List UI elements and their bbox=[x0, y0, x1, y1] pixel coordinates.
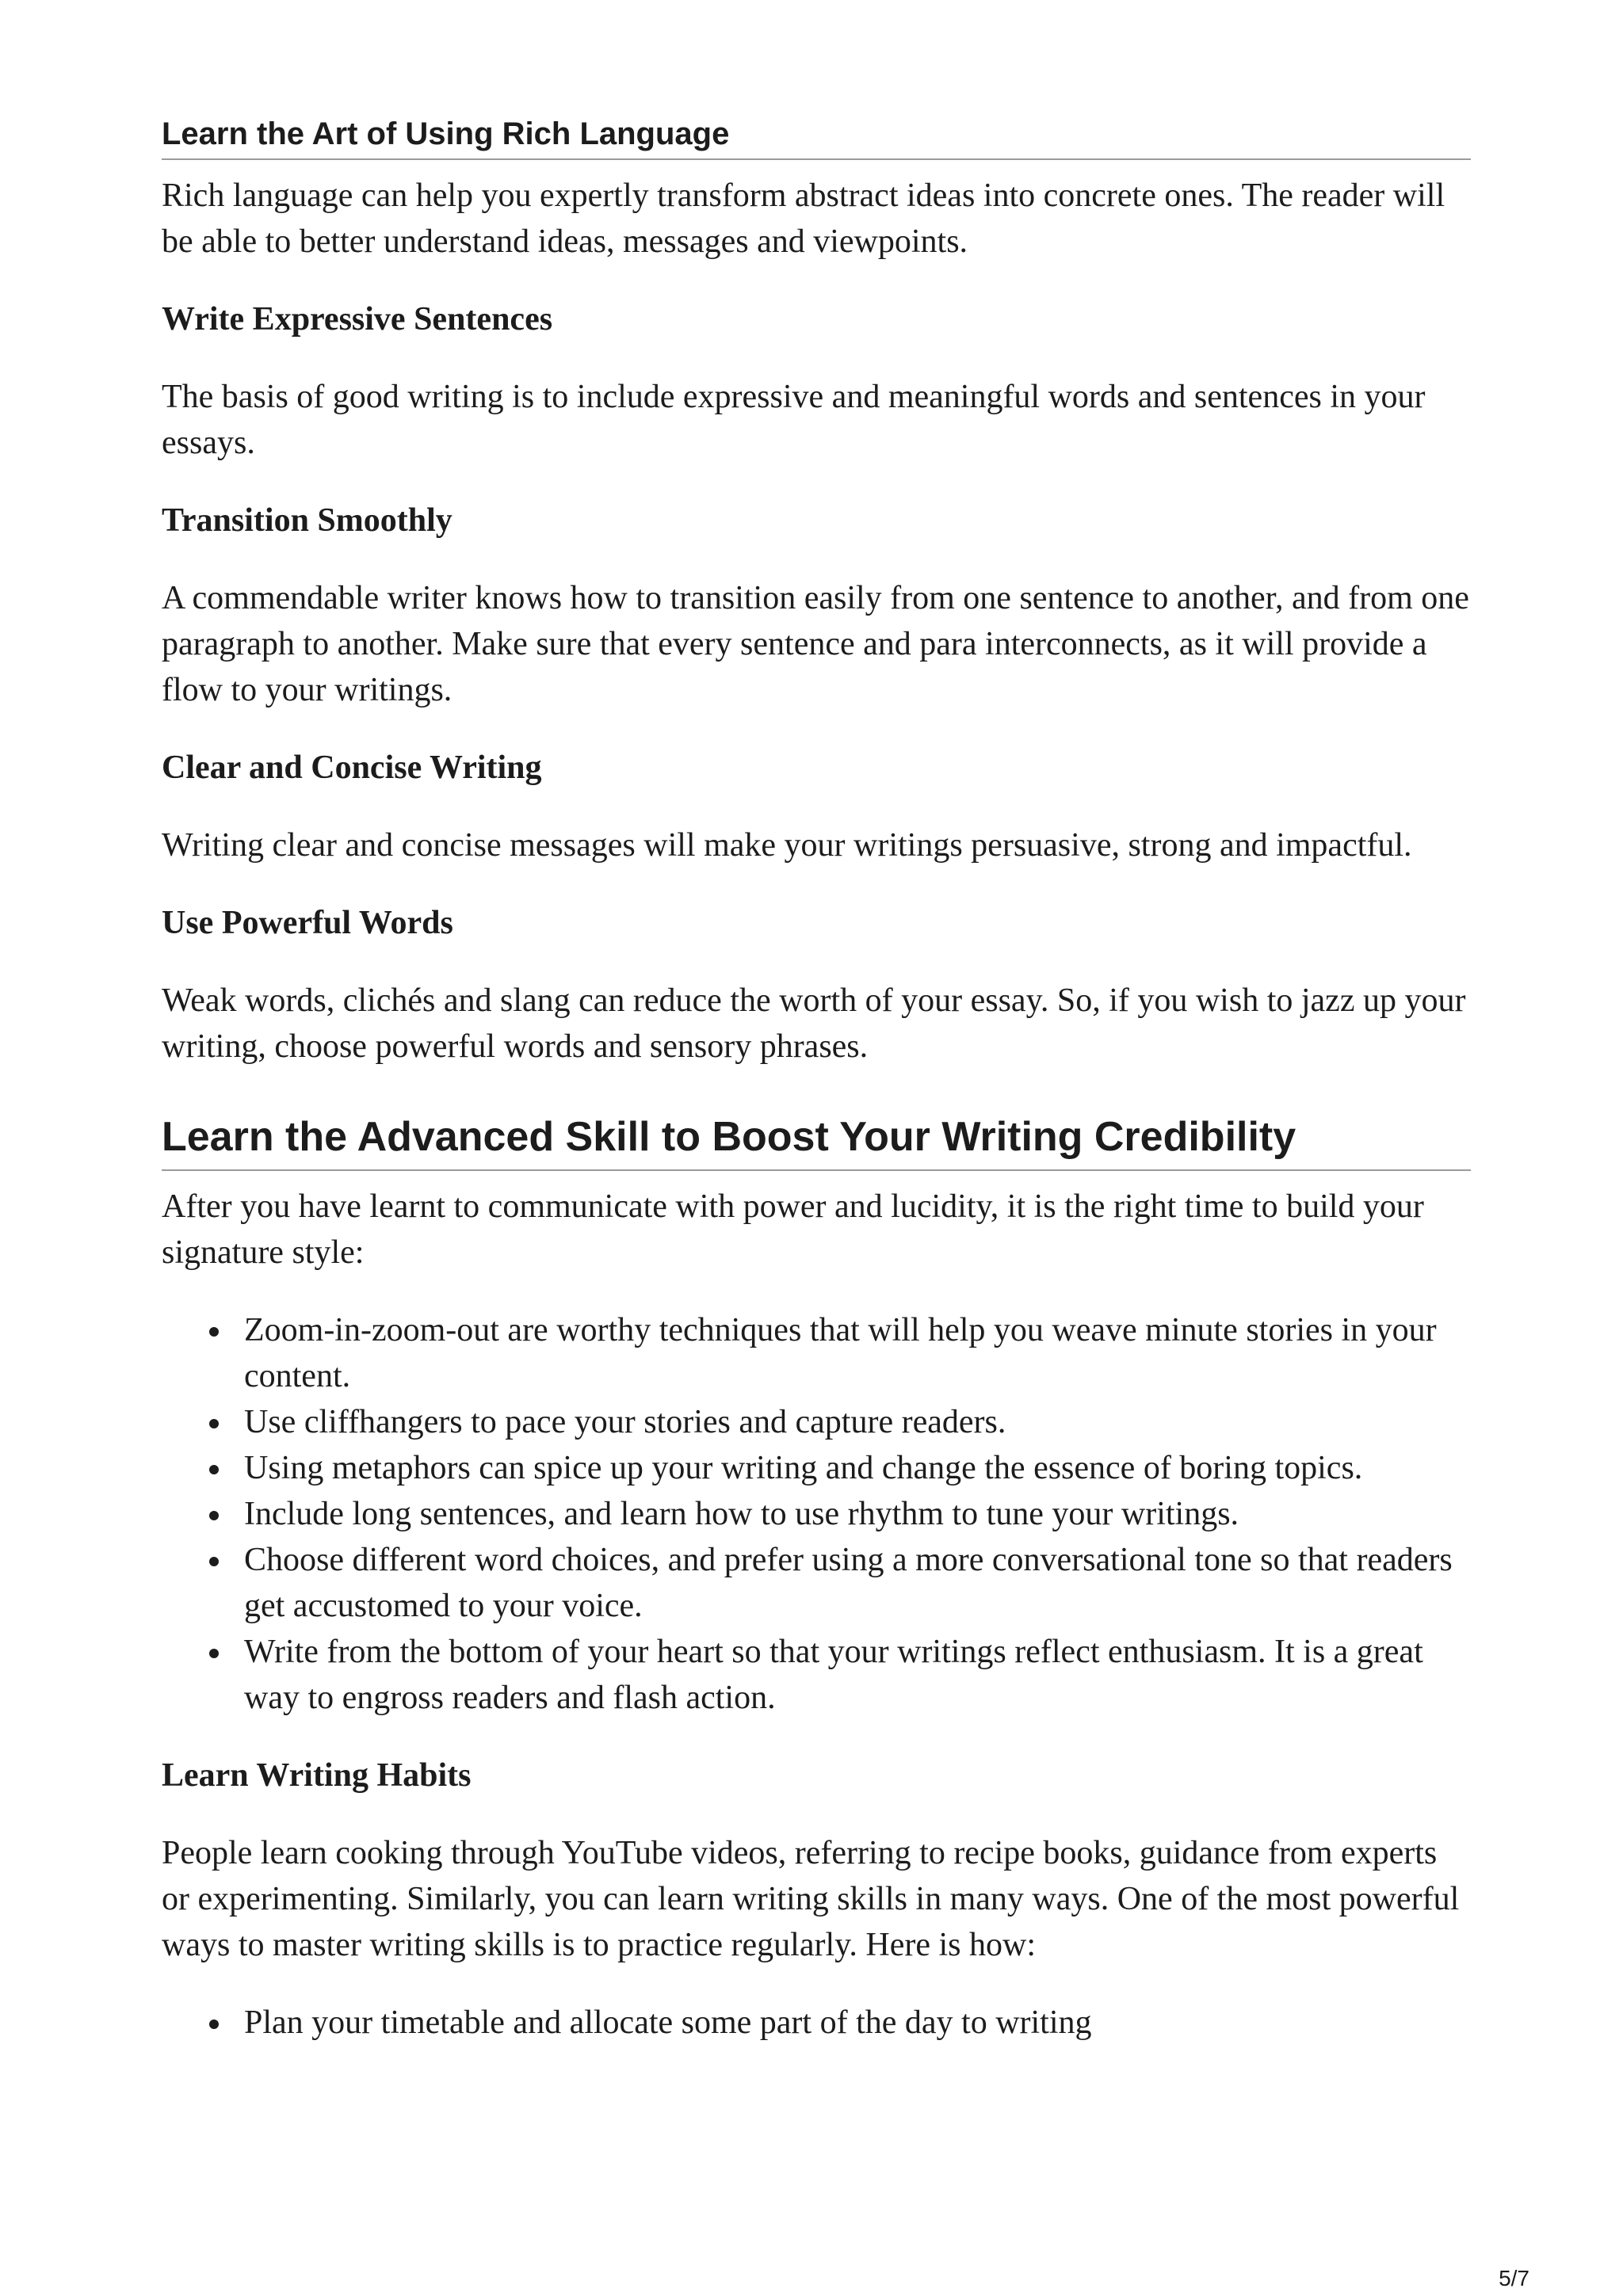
subsection-text: Writing clear and concise messages will make your writings persuasive, strong and impactful. bbox=[162, 827, 1412, 864]
subsection-title: Learn Writing Habits bbox=[162, 1757, 472, 1794]
section-heading: Learn the Advanced Skill to Boost Your Writing Credibility bbox=[162, 1112, 1471, 1171]
subsection-text: The basis of good writing is to include expressive and meaningful words and sentences in your essays. bbox=[162, 379, 1426, 461]
subsection-title: Use Powerful Words bbox=[162, 905, 453, 941]
bullet-item: Zoom-in-zoom-out are worthy techniques that will help you weave minute stories in your content. bbox=[244, 1307, 1471, 1399]
bullet-item: Use cliffhangers to pace your stories and capture readers. bbox=[244, 1399, 1471, 1445]
bullet-list bbox=[162, 1307, 1471, 1721]
bullet-item: Using metaphors can spice up your writing and change the essence of boring topics. bbox=[244, 1445, 1471, 1491]
bullet-list bbox=[162, 2000, 1471, 2046]
subsection-text: People learn cooking through YouTube videos, referring to recipe books, guidance from experts or experimenting. Similarly, you can learn writing skills in many ways. One of the most powerful ways to master writing skills is to practice regularly. Here is how: bbox=[162, 1835, 1460, 1963]
bullet-item: Write from the bottom of your heart so that your writings reflect enthusiasm. It is a great way to engross readers and flash action. bbox=[244, 1629, 1471, 1721]
page-number: 5/7 bbox=[1499, 2266, 1529, 2290]
bullet-item: Plan your timetable and allocate some part of the day to writing bbox=[244, 2000, 1471, 2046]
section-intro: Rich language can help you expertly transform abstract ideas into concrete ones. The reader will be able to better understand ideas, messages and viewpoints. bbox=[162, 177, 1445, 260]
subsection-text: Weak words, clichés and slang can reduce the worth of your essay. So, if you wish to jazz up your writing, choose powerful words and sensory phrases. bbox=[162, 982, 1466, 1065]
subsection-title: Transition Smoothly bbox=[162, 502, 453, 539]
section-intro: After you have learnt to communicate with power and lucidity, it is the right time to build your signature style: bbox=[162, 1188, 1424, 1271]
subsection-title: Clear and Concise Writing bbox=[162, 749, 542, 786]
document-page bbox=[162, 0, 1471, 2046]
section-heading: Learn the Art of Using Rich Language bbox=[162, 114, 1471, 160]
bullet-item: Include long sentences, and learn how to use rhythm to tune your writings. bbox=[244, 1491, 1471, 1537]
subsection-text: A commendable writer knows how to transition easily from one sentence to another, and from one paragraph to another. Make sure that every sentence and para interconnects, as it will provide a flow to your writings. bbox=[162, 580, 1469, 708]
subsection-title: Write Expressive Sentences bbox=[162, 301, 553, 338]
bullet-item: Choose different word choices, and prefer using a more conversational tone so that readers get accustomed to your voice. bbox=[244, 1537, 1471, 1629]
